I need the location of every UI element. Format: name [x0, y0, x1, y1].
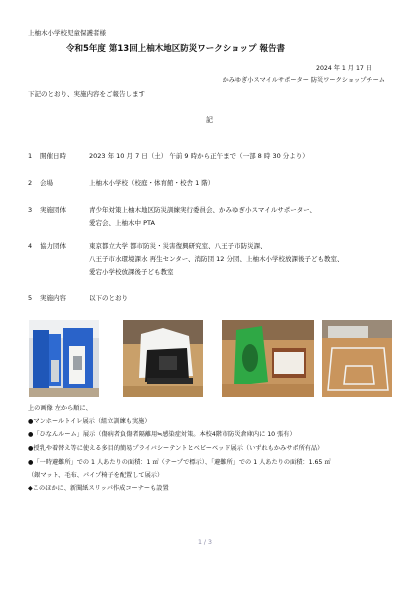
- bullet-item: ●授乳や着替え等に使える多目的簡易プライバシーテントとベビーベッド展示（いずれもかみサポ所有品）: [28, 445, 324, 452]
- taped-floor-area-photo: [322, 320, 392, 397]
- item-value: 以下のとおり: [89, 294, 128, 302]
- sender-line: かみゆぎ小スマイルサポーター 防災ワークショップチーム: [222, 77, 385, 84]
- photo-caption-intro: 上の画像 左から順に、: [28, 405, 92, 412]
- item-value: 2023 年 10 月 7 日（土） 午前 9 時から正午まで（一部 8 時 30 分より）: [89, 152, 309, 160]
- report-date: 2024 年 1 月 17 日: [316, 65, 372, 72]
- item-number: 4: [28, 242, 33, 250]
- manhole-toilet-tent-photo: [29, 320, 99, 397]
- bullet-item: ●「一時避難所」での 1 人あたりの面積：1 ㎡（テープで標示）、「避難所」での 1 人あたりの面積：1.65 ㎡: [28, 459, 331, 466]
- item-value: 東京都立大学 都市防災・災害復興研究室、八王子市防災課、: [89, 242, 267, 250]
- refuge-room-tent-photo: [123, 320, 203, 397]
- item-label: 協力団体: [40, 242, 66, 250]
- intro-text: 下記のとおり、実施内容をご報告します: [28, 90, 145, 98]
- item-value: 愛宕会、上柚木中 PTA: [89, 219, 155, 227]
- item-label: 実施内容: [40, 294, 66, 302]
- item-value: 八王子市水環境課水 再生センター、消防団 12 分団、上柚木小学校放課後子ども教室、: [89, 255, 344, 263]
- report-title: 令和5年度 第13回上柚木地区防災ワークショップ 報告書: [66, 44, 285, 54]
- item-number: 1: [28, 152, 33, 160]
- item-label: 実施団体: [40, 206, 66, 214]
- item-label: 会場: [40, 179, 53, 187]
- item-number: 5: [28, 294, 33, 302]
- item-value: 上柚木小学校（校庭・体育館・校舎 1 階）: [89, 179, 215, 187]
- recipient-line: 上柚木小学校児童保護者様: [28, 29, 106, 37]
- ki-heading: 記: [206, 116, 213, 124]
- item-number: 2: [28, 179, 33, 187]
- item-value: 愛宕小学校放課後子ども教室: [89, 268, 174, 276]
- bullet-item: （銀マット、毛布、パイプ椅子を配置して展示）: [28, 472, 164, 479]
- bullet-item: ◆このほかに、新聞紙スリッパ作成コーナーも設置: [28, 485, 169, 492]
- bullet-item: ●「ひなんルーム」展示（傷病者負傷者隔離用≒感染症対策。本校4階市防災倉庫内に 10 張有）: [28, 431, 296, 438]
- item-number: 3: [28, 206, 33, 214]
- item-value: 青少年対策上柚木地区防災訓練実行委員会、かみゆぎ小スマイルサポーター、: [89, 206, 316, 214]
- page-number: 1 / 3: [198, 539, 212, 546]
- bullet-item: ●マンホールトイレ展示（組立訓練も実施）: [28, 418, 151, 425]
- privacy-tent-photo: [222, 320, 314, 397]
- item-label: 開催日時: [40, 152, 66, 160]
